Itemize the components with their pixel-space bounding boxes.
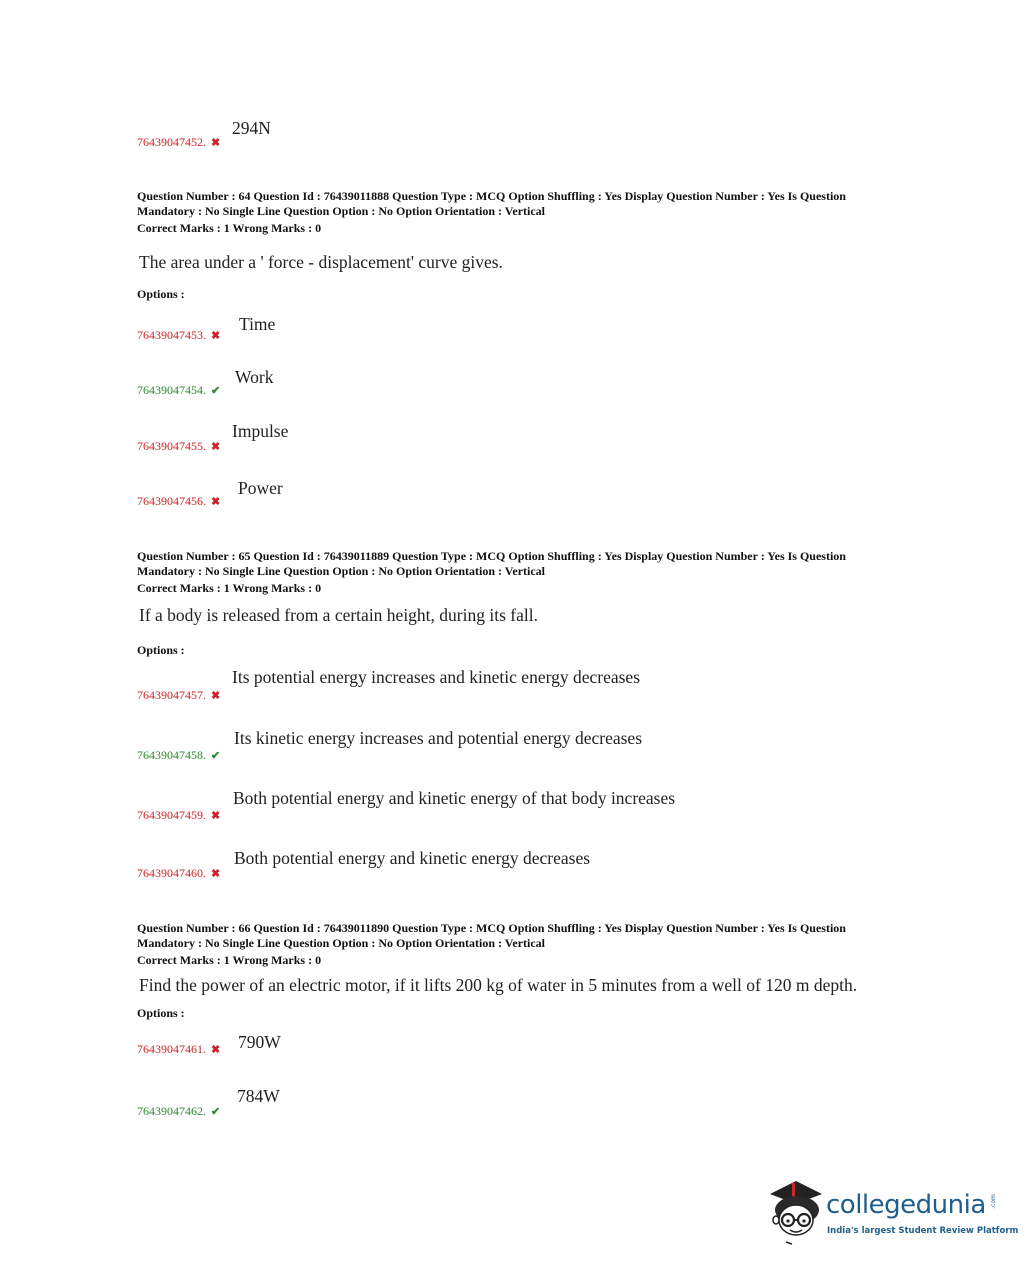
option-text: 784W <box>237 1086 280 1106</box>
question-text: If a body is released from a certain height, during its fall. <box>139 605 538 625</box>
wrong-mark-icon: ✖ <box>211 441 221 453</box>
option-text: Work <box>235 367 274 387</box>
wrong-mark-icon: ✖ <box>211 330 221 342</box>
logo-wordmark: collegedunia <box>826 1190 986 1220</box>
options-label: Options : <box>137 643 185 657</box>
option-text: 294N <box>232 118 271 138</box>
wrong-mark-icon: ✖ <box>211 1044 221 1056</box>
option-id: 76439047456. ✖ <box>137 494 221 508</box>
option-text: Its potential energy increases and kinetic energy decreases <box>232 667 641 687</box>
options-label: Options : <box>137 1006 185 1020</box>
option-text: Time <box>239 314 276 334</box>
question-text: The area under a ' force - displacement' curve gives. <box>139 252 503 272</box>
wrong-mark-icon: ✖ <box>211 810 221 822</box>
option-id: 76439047452. ✖ <box>137 135 221 149</box>
option-id: 76439047453. ✖ <box>137 328 221 342</box>
option-text: Power <box>238 478 283 498</box>
correct-mark-icon: ✔ <box>211 385 221 397</box>
wrong-mark-icon: ✖ <box>211 868 221 880</box>
option-id: 76439047461. ✖ <box>137 1042 221 1056</box>
option-text: Both potential energy and kinetic energy of that body increases <box>233 788 676 808</box>
correct-mark-icon: ✔ <box>211 1106 221 1118</box>
option-id: 76439047457. ✖ <box>137 688 221 702</box>
question-text: Find the power of an electric motor, if it lifts 200 kg of water in 5 minutes from a well of 120 m depth. <box>139 975 858 995</box>
question-meta: Question Number : 64 Question Id : 76439011888 Question Type : MCQ Option Shuffling : Yes Display Question Number : Yes Is Question Mandatory : No Single Line Question Option : No Option Orientation : Vertical Correct Marks : 1 Wrong Marks : 0 <box>137 189 846 235</box>
correct-mark-icon: ✔ <box>211 750 221 762</box>
logo-tagline: India's largest Student Review Platform <box>827 1226 1019 1236</box>
logo-com: .com <box>989 1194 997 1209</box>
options-label: Options : <box>137 287 185 301</box>
collegedunia-logo <box>766 1176 1019 1248</box>
option-text: Both potential energy and kinetic energy decreases <box>234 848 591 868</box>
option-text: Impulse <box>232 421 289 441</box>
option-id: 76439047454. ✔ <box>137 383 221 397</box>
option-text: Its kinetic energy increases and potential energy decreases <box>234 728 643 748</box>
wrong-mark-icon: ✖ <box>211 690 221 702</box>
mascot-icon <box>766 1176 828 1248</box>
option-text: 790W <box>238 1032 281 1052</box>
wrong-mark-icon: ✖ <box>211 137 221 149</box>
wrong-mark-icon: ✖ <box>211 496 221 508</box>
option-id: 76439047462. ✔ <box>137 1104 221 1118</box>
question-meta: Question Number : 66 Question Id : 76439011890 Question Type : MCQ Option Shuffling : Yes Display Question Number : Yes Is Question Mandatory : No Single Line Question Option : No Option Orientation : Vertical Correct Marks : 1 Wrong Marks : 0 <box>137 921 846 967</box>
option-id: 76439047455. ✖ <box>137 439 221 453</box>
option-id: 76439047459. ✖ <box>137 808 221 822</box>
question-meta: Question Number : 65 Question Id : 76439011889 Question Type : MCQ Option Shuffling : Yes Display Question Number : Yes Is Question Mandatory : No Single Line Question Option : No Option Orientation : Vertical Correct Marks : 1 Wrong Marks : 0 <box>137 549 846 595</box>
option-id: 76439047458. ✔ <box>137 748 221 762</box>
option-id: 76439047460. ✖ <box>137 866 221 880</box>
